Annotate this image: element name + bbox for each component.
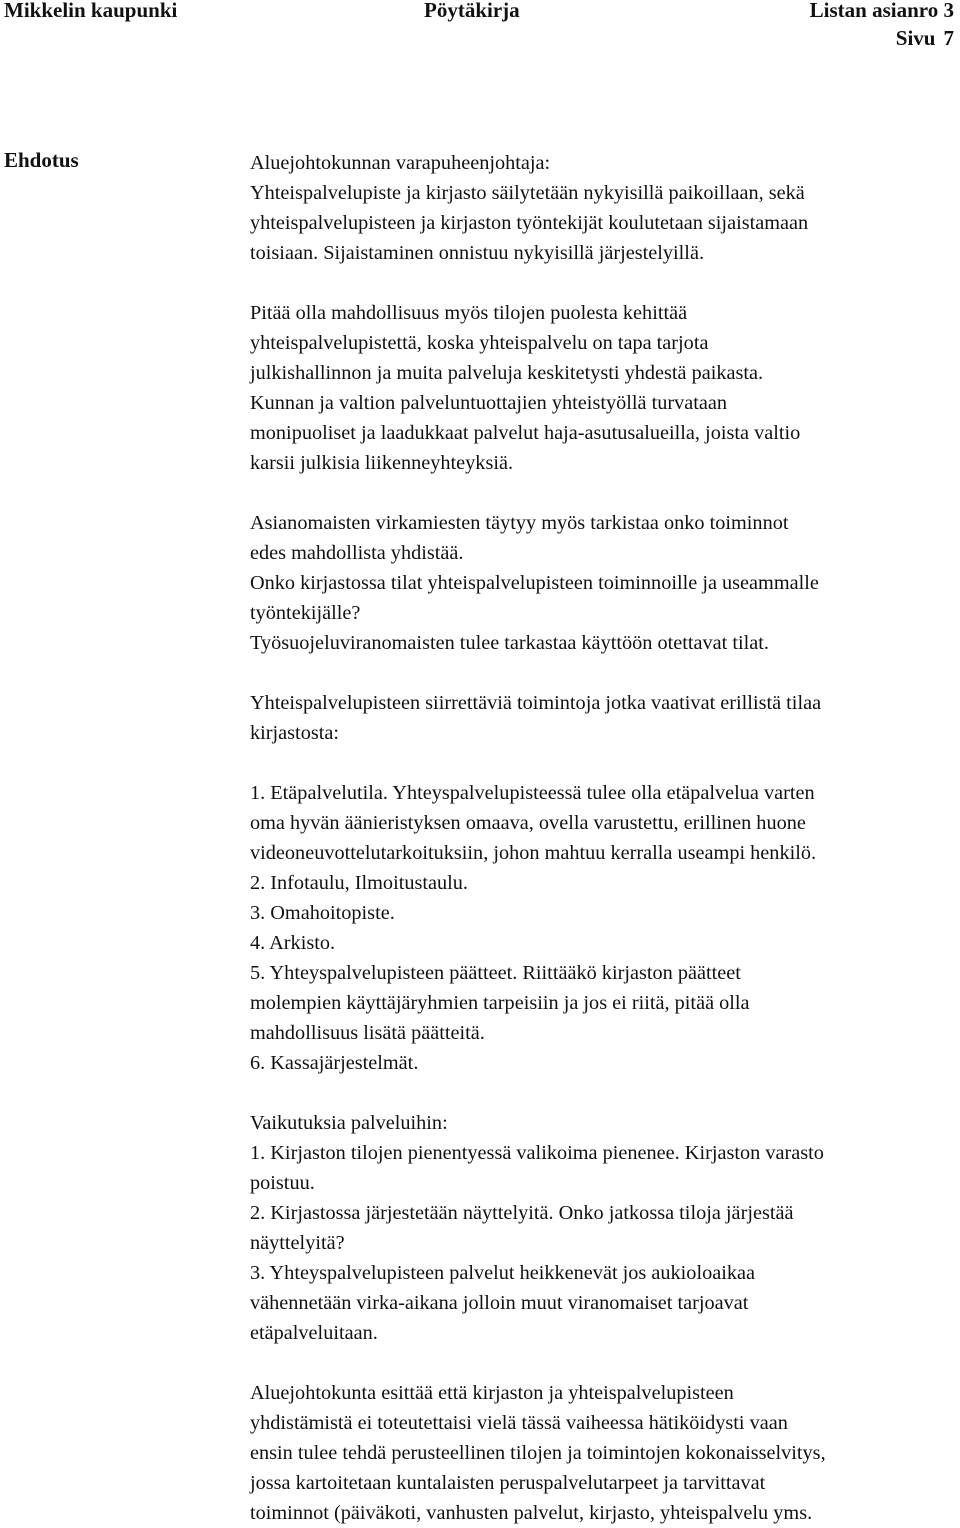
document-type: Pöytäkirja [424,0,520,22]
paragraph-gap [250,478,956,508]
text-line: Pitää olla mahdollisuus myös tilojen puolesta kehittää [250,302,688,324]
list-item: 6. Kassajärjestelmät. [250,1052,419,1074]
text-line: julkishallinnon ja muita palveluja keskitetysti yhdestä paikasta. [250,362,764,384]
text-line: Yhteispalvelupisteen siirrettäviä toimintoja jotka vaativat erillistä tilaa [250,692,822,714]
text-line: Työsuojeluviranomaisten tulee tarkastaa käyttöön otettavat tilat. [250,632,769,654]
paragraph [250,508,956,658]
impacts-list [250,1108,956,1348]
list-item: 4. Arkisto. [250,932,336,954]
text-line: toisiaan. Sijaistaminen onnistuu nykyisillä järjestelyillä. [250,242,705,264]
text-line: Onko kirjastossa tilat yhteispalvelupisteen toiminnoille ja useammalle [250,572,819,594]
numbered-list [250,778,956,1078]
text-line: yhteispalvelupisteen ja kirjaston työntekijät koulutetaan sijaistamaan [250,212,809,234]
list-item: 1. Etäpalvelutila. Yhteyspalvelupisteessä tulee olla etäpalvelua varten [250,782,815,804]
list-heading: Vaikutuksia palveluihin: [250,1112,448,1134]
paragraph-gap [250,268,956,298]
organization-name: Mikkelin kaupunki [4,0,178,22]
text-line: Yhteispalvelupiste ja kirjasto säilytetään nykyisillä paikoillaan, sekä [250,182,805,204]
paragraph [250,148,956,268]
text-line: Asianomaisten virkamiesten täytyy myös tarkistaa onko toiminnot [250,512,789,534]
text-line: kirjastosta: [250,722,339,744]
page-number: 7 [943,26,954,50]
list-item: 2. Kirjastossa järjestetään näyttelyitä. Onko jatkossa tiloja järjestää [250,1202,794,1224]
text-line: Aluejohtokunnan varapuheenjohtaja: [250,152,551,174]
text-line: jossa kartoitetaan kuntalaisten peruspalvelutarpeet ja tarvittavat [250,1472,766,1494]
list-item-continuation: poistuu. [250,1172,315,1194]
paragraph-gap [250,658,956,688]
agenda-item-label: Listan asianro 3 [809,0,954,22]
text-line: työntekijälle? [250,602,361,624]
list-item-continuation: vähennetään virka-aikana jolloin muut viranomaiset tarjoavat [250,1292,749,1314]
text-line: Aluejohtokunta esittää että kirjaston ja yhteispalvelupisteen [250,1382,734,1404]
list-item-continuation: videoneuvottelutarkoituksiin, johon mahtuu kerralla useampi henkilö. [250,842,817,864]
paragraph-gap [250,1078,956,1108]
page-indicator [888,26,954,51]
text-line: toiminnot (päiväkoti, vanhusten palvelut, kirjasto, yhteispalvelu yms. [250,1502,813,1524]
list-item: 5. Yhteyspalvelupisteen päätteet. Riittääkö kirjaston päätteet [250,962,741,984]
text-line: yhdistämistä ei toteutettaisi vielä tässä vaiheessa hätiköidysti vaan [250,1412,788,1434]
list-item-continuation: oma hyvän äänieristyksen omaava, ovella varustettu, erillinen huone [250,812,806,834]
paragraph-gap [250,1348,956,1378]
text-line: monipuoliset ja laadukkaat palvelut haja-asutusalueilla, joista valtio [250,422,801,444]
text-line: edes mahdollista yhdistää. [250,542,464,564]
text-line: ensin tulee tehdä perusteellinen tilojen ja toimintojen kokonaisselvitys, [250,1442,826,1464]
list-item-continuation: mahdollisuus lisätä päätteitä. [250,1022,485,1044]
list-item: 3. Yhteyspalvelupisteen palvelut heikkenevät jos aukioloaikaa [250,1262,756,1284]
page-label: Sivu [895,26,936,50]
list-item: 2. Infotaulu, Ilmoitustaulu. [250,872,468,894]
text-line: yhteispalvelupistettä, koska yhteispalvelu on tapa tarjota [250,332,709,354]
list-item-continuation: molempien käyttäjäryhmien tarpeisiin ja jos ei riitä, pitää olla [250,992,750,1014]
proposal-body [250,148,956,1528]
paragraph [250,688,956,748]
list-item: 3. Omahoitopiste. [250,902,395,924]
list-item-continuation: etäpalveluitaan. [250,1322,378,1344]
text-line: Kunnan ja valtion palveluntuottajien yhteistyöllä turvataan [250,392,728,414]
list-item-continuation: näyttelyitä? [250,1232,345,1254]
list-item: 1. Kirjaston tilojen pienentyessä valikoima pienenee. Kirjaston varasto [250,1142,824,1164]
paragraph [250,298,956,478]
document-header [0,0,960,56]
paragraph [250,1378,956,1528]
paragraph-gap [250,748,956,778]
section-label: Ehdotus [4,148,79,172]
text-line: karsii julkisia liikenneyhteyksiä. [250,452,514,474]
